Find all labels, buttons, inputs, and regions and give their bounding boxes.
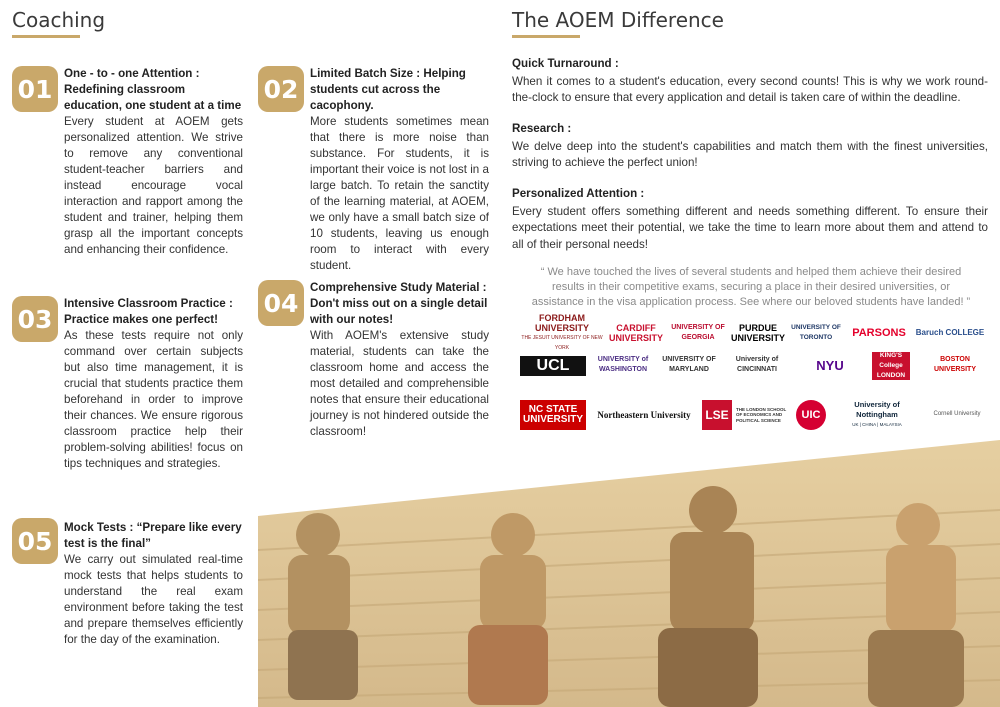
difference-item-body: We delve deep into the student's capabilities and match them with the finest universities, striving to achieve the perfect union! — [512, 139, 988, 169]
difference-item-body: When it comes to a student's education, every second counts! This is why we work round-the-clock to ensure that every application and detail is taken care of within the deadline. — [512, 74, 988, 104]
logo-ucl: UCL — [520, 356, 586, 376]
students-photo — [258, 440, 1000, 707]
logo-text: FORDHAM UNIVERSITY — [534, 313, 589, 333]
difference-underline — [512, 35, 580, 38]
logo-parsons: PARSONS — [848, 320, 910, 346]
logo-nyu: NYU — [804, 356, 856, 376]
coaching-item-title: Intensive Classroom Practice : Practice makes one perfect! — [64, 297, 233, 326]
coaching-item-body: As these tests require not only command over certain subjects but also time management, it is crucial that students practice them beforehand in order to improve their chances. We ensure rigorous classroom practice help their problem-solving abilities! focus on tips techniques and strategies. — [64, 329, 243, 470]
coaching-item-03 — [64, 296, 243, 472]
testimonial-quote: “ We have touched the lives of several students and helped them achieve their desired results in their competitive exams, securing a place in their desired universities, or assistance in the visa application process. See where our beloved students have landed! ” — [531, 266, 971, 308]
coaching-item-05 — [64, 520, 243, 648]
logo-nottingham — [836, 400, 918, 430]
coaching-item-title: Mock Tests : “Prepare like every test is the final” — [64, 521, 242, 550]
logo-boston: BOSTON UNIVERSITY — [922, 352, 988, 378]
logo-subtext: THE JESUIT UNIVERSITY OF NEW YORK — [521, 335, 603, 351]
coaching-item-body: More students sometimes mean that there is more noise than substance. For students, it is important their voice is not lost in a large batch. To retain the sanctity of the learning material, at AOEM, we only have a small batch size of 10 students, leaving us enough room to interact with every student. — [310, 115, 489, 272]
coaching-item-title: Limited Batch Size : Helping students cut across the cacophony. — [310, 67, 466, 112]
coaching-underline — [12, 35, 80, 38]
logo-ncstate: NC STATE UNIVERSITY — [520, 400, 586, 430]
step-badge-04: 04 — [258, 280, 304, 326]
logo-washington: UNIVERSITY of WASHINGTON — [592, 352, 654, 378]
step-badge-02: 02 — [258, 66, 304, 112]
logo-text: University of Nottingham — [854, 400, 900, 419]
difference-item-body: Every student offers something different and needs something different. To ensure their expectations meet their potential, we take the time to learn more about them and attend to all of their personal needs! — [512, 204, 988, 251]
difference-item-quick-turnaround — [512, 56, 988, 107]
coaching-item-04 — [310, 280, 489, 440]
coaching-item-body: With AOEM's extensive study material, students can take the classroom home and access the most detailed and comprehensible notes that ensure their educational journey is not hindered outside the classroom! — [310, 329, 489, 438]
logo-purdue: PURDUE UNIVERSITY — [734, 320, 782, 346]
logo-cincinnati: University of CINCINNATI — [726, 352, 788, 378]
logo-subtext: UK | CHINA | MALAYSIA — [852, 422, 902, 427]
logo-baruch: Baruch COLLEGE — [914, 320, 986, 346]
logo-toronto: UNIVERSITY OF TORONTO — [788, 320, 844, 346]
coaching-item-title: One - to - one Attention : Redefining classroom education, one student at a time — [64, 67, 242, 112]
difference-item-personalized-attention — [512, 186, 988, 253]
coaching-item-body: Every student at AOEM gets personalized attention. We strive to remove any conventional student-teacher barriers and instead encourage vocal interaction and rapport among the student and trainer, helping them grasp all the important concepts and enhancing their confidence. — [64, 115, 243, 256]
logo-uic: UIC — [796, 400, 826, 430]
coaching-heading: Coaching — [12, 8, 106, 32]
logo-georgia: UNIVERSITY OF GEORGIA — [668, 320, 728, 346]
coaching-item-02 — [310, 66, 489, 274]
logo-cornell: Cornell University — [926, 404, 988, 424]
logo-subtext: THE LONDON SCHOOL OF ECONOMICS AND POLITICAL SCIENCE — [732, 407, 788, 424]
step-badge-01: 01 — [12, 66, 58, 112]
difference-item-title: Research : — [512, 122, 572, 135]
logo-maryland: UNIVERSITY OF MARYLAND — [658, 352, 720, 378]
difference-item-title: Quick Turnaround : — [512, 57, 619, 70]
students-photo-illustration — [258, 440, 1000, 707]
difference-item-title: Personalized Attention : — [512, 187, 645, 200]
difference-item-research — [512, 121, 988, 172]
coaching-item-body: We carry out simulated real-time mock tests that helps students to understand the real exam environment before taking the test and prepare themselves efficiently for the day of the examination. — [64, 553, 243, 646]
coaching-item-01 — [64, 66, 243, 258]
step-badge-03: 03 — [12, 296, 58, 342]
logo-northeastern: Northeastern University — [596, 400, 692, 430]
difference-heading: The AOEM Difference — [512, 8, 724, 32]
logo-fordham — [520, 313, 604, 351]
logo-text: LSE — [702, 400, 732, 430]
logo-cardiff: CARDIFF UNIVERSITY — [612, 320, 660, 346]
logo-lse — [702, 400, 788, 430]
logo-kings: KING'S College LONDON — [872, 352, 910, 380]
step-badge-05: 05 — [12, 518, 58, 564]
coaching-item-title: Comprehensive Study Material : Don't miss out on a single detail with our notes! — [310, 281, 488, 326]
